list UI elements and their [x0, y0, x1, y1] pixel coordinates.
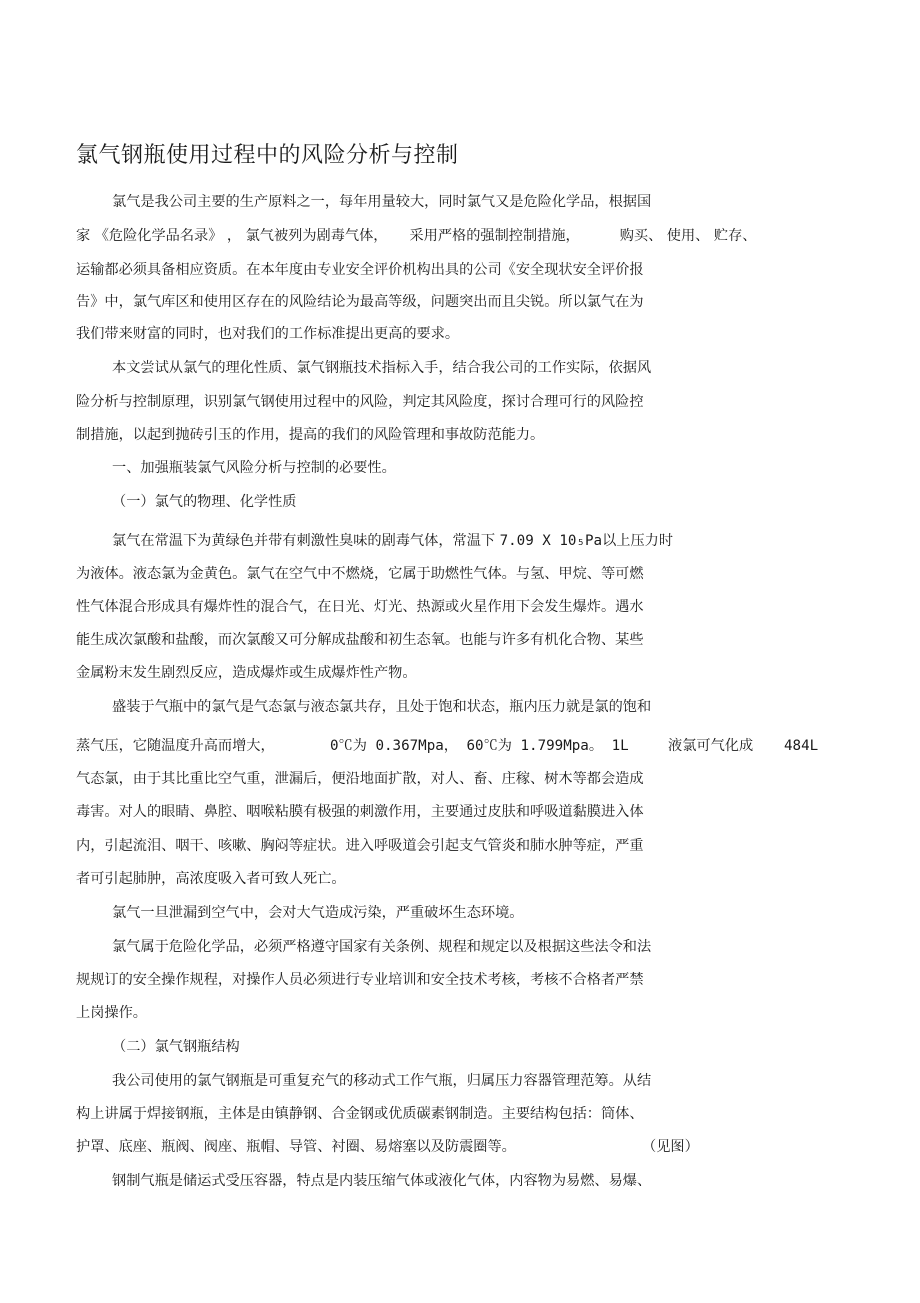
- paragraph-4-line-1: 盛装于气瓶中的氯气是气态氯与液态氯共存，且处于饱和状态，瓶内压力就是氯的饱和: [112, 699, 652, 715]
- paragraph-3-line-3: 性气体混合形成具有爆炸性的混合气，在日光、灯光、热源或火星作用下会发生爆炸。遇水: [76, 599, 644, 615]
- paragraph-1-line-5: 我们带来财富的同时，也对我们的工作标准提出更高的要求。: [76, 326, 460, 342]
- paragraph-4-line-4: 毒害。对人的眼睛、鼻腔、咽喉粘膜有极强的刺激作用，主要通过皮肤和呼吸道黏膜进入体: [76, 804, 644, 820]
- paragraph-4-line-5: 内，引起流泪、咽干、咳嗽、胸闷等症状。进入呼吸道会引起支气管炎和肺水肿等症，严重: [76, 838, 644, 854]
- figure-reference: （见图）: [642, 1139, 699, 1155]
- subsection-heading-1: （一）氯气的物理、化学性质: [112, 494, 297, 510]
- paragraph-3-line-2: 为液体。液态氯为金黄色。氯气在空气中不燃烧，它属于助燃性气体。与氢、甲烷、等可燃: [76, 566, 644, 582]
- paragraph-4-line-3: 气态氯，由于其比重比空气重，泄漏后，便沿地面扩散，对人、畜、庄稼、树木等都会造成: [76, 771, 644, 787]
- paragraph-6-line-3: 上岗操作。: [76, 1005, 147, 1021]
- paragraph-4-line-2-part-b: 0℃为 0.367Mpa， 60℃为 1.799Mpa。 1L: [330, 738, 629, 754]
- paragraph-3-line-1-pressure: 7.09 X 10₅Pa以上压力时: [499, 533, 674, 549]
- paragraph-2-line-1: 本文尝试从氯气的理化性质、氯气钢瓶技术指标入手，结合我公司的工作实际，依据风: [112, 360, 652, 376]
- paragraph-2-line-2: 险分析与控制原理，识别氯气钢使用过程中的风险，判定其风险度，探讨合理可行的风险控: [76, 394, 644, 410]
- paragraph-7-line-2: 构上讲属于焊接钢瓶，主体是由镇静钢、合金钢或优质碳素钢制造。主要结构包括：筒体、: [76, 1106, 644, 1122]
- paragraph-1-line-1: 氯气是我公司主要的生产原料之一，每年用量较大，同时氯气又是危险化学品，根据国: [112, 194, 652, 210]
- subsection-heading-2: （二）氯气钢瓶结构: [112, 1039, 240, 1055]
- paragraph-1-line-2-part-a: 家 《危险化学品名录》 ， 氯气被列为剧毒气体，: [76, 228, 388, 244]
- paragraph-1-line-2-part-b: 采用严格的强制控制措施，: [409, 228, 580, 244]
- paragraph-5-line-1: 氯气一旦泄漏到空气中，会对大气造成污染，严重破坏生态环境。: [112, 905, 524, 921]
- paragraph-3-line-4: 能生成次氯酸和盐酸，而次氯酸又可分解成盐酸和初生态氧。也能与许多有机化合物、某些: [76, 632, 644, 648]
- paragraph-4-line-2-part-a: 蒸气压，它随温度升高而增大，: [76, 738, 275, 754]
- paragraph-8-line-1: 钢制气瓶是储运式受压容器，特点是内装压缩气体或液化气体，内容物为易燃、易爆、: [112, 1173, 652, 1189]
- paragraph-1-line-2-part-c: 购买、 使用、 贮存、: [619, 228, 757, 244]
- paragraph-1-line-3: 运输都必须具备相应资质。在本年度由专业安全评价机构出具的公司《安全现状安全评价报: [76, 262, 644, 278]
- paragraph-3-line-5: 金属粉末发生剧烈反应，造成爆炸或生成爆炸性产物。: [76, 665, 417, 681]
- paragraph-2-line-3: 制措施，以起到抛砖引玉的作用，提高的我们的风险管理和事故防范能力。: [76, 427, 545, 443]
- paragraph-4-line-2-part-c: 液氯可气化成: [668, 738, 754, 754]
- paragraph-3-line-1-text: 氯气在常温下为黄绿色并带有刺激性臭味的剧毒气体，常温下: [112, 533, 496, 549]
- paragraph-3-line-1: [112, 531, 673, 551]
- paragraph-1-line-4: 告》中，氯气库区和使用区存在的风险结论为最高等级，问题突出而且尖锐。所以氯气在为: [76, 294, 644, 310]
- document-title: 氯气钢瓶使用过程中的风险分析与控制: [76, 143, 459, 168]
- paragraph-4-line-6: 者可引起肺肿，高浓度吸入者可致人死亡。: [76, 871, 346, 887]
- paragraph-1-line-2: [76, 226, 756, 246]
- paragraph-7-line-1: 我公司使用的氯气钢瓶是可重复充气的移动式工作气瓶，归属压力容器管理范筹。从结: [112, 1073, 652, 1089]
- section-heading-1: 一、加强瓶装氯气风险分析与控制的必要性。: [112, 460, 396, 476]
- paragraph-7-line-3-text: 护罩、底座、瓶阀、阀座、瓶帽、导管、衬圈、易熔塞以及防震圈等。: [76, 1139, 516, 1155]
- paragraph-4-line-2-part-d: 484L: [784, 738, 819, 754]
- paragraph-6-line-2: 规规订的安全操作规程，对操作人员必须进行专业培训和安全技术考核，考核不合格者严禁: [76, 972, 644, 988]
- paragraph-6-line-1: 氯气属于危险化学品，必须严格遵守国家有关条例、规程和规定以及根据这些法令和法: [112, 939, 652, 955]
